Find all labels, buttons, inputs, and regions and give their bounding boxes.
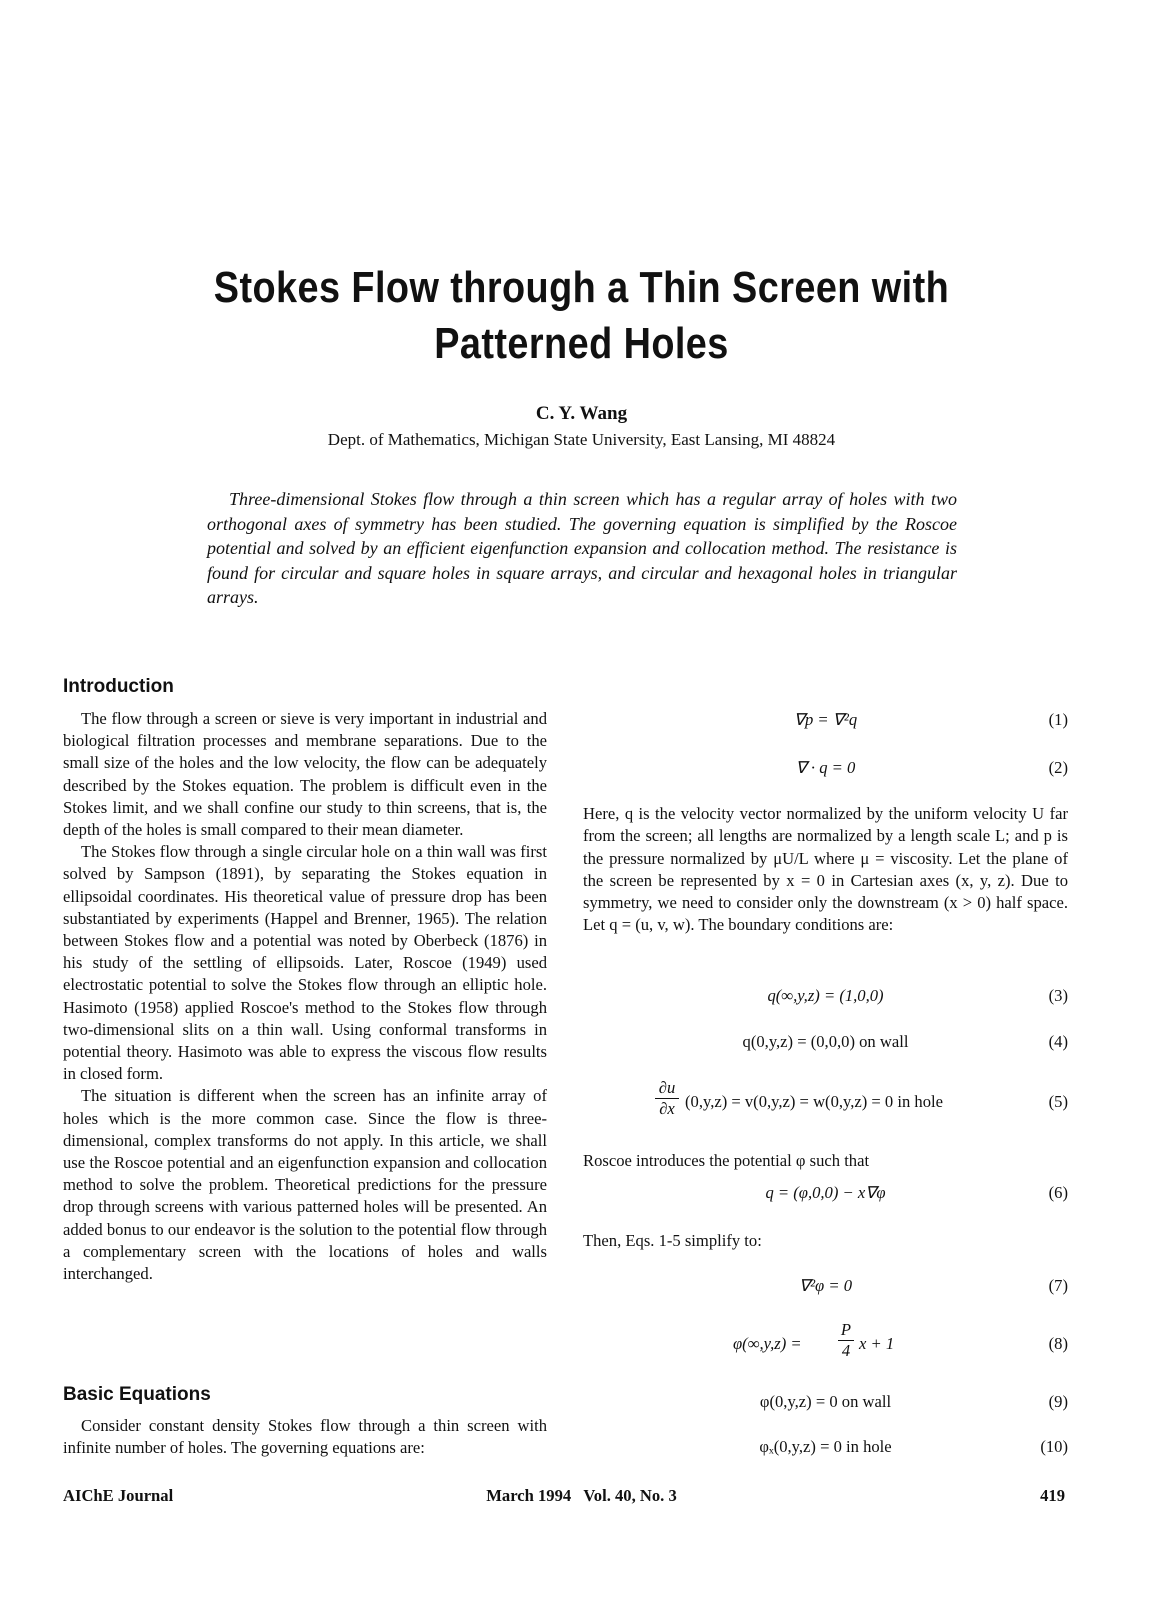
equation-expression: (0,y,z) = v(0,y,z) = w(0,y,z) = 0 in hole bbox=[685, 1092, 944, 1111]
equation-number: (5) bbox=[1048, 1092, 1068, 1111]
equation-expression: ∇p = ∇²q bbox=[793, 710, 858, 729]
section-heading-introduction: Introduction bbox=[63, 676, 174, 697]
equation-8 bbox=[583, 1320, 1068, 1366]
equation-number: (10) bbox=[1040, 1437, 1068, 1456]
equation-3 bbox=[583, 986, 1068, 1012]
equation-fraction bbox=[655, 1078, 679, 1119]
paragraph: The Stokes flow through a single circular hole on a thin wall was first solved by Sampson (1891), by separating the Stokes equation in ellipsoidal coordinates. His theoretical value of pressure drop has been substantiated by experiments (Happel and Brenner, 1965). The relation between Stokes flow and a potential was noted by Oberbeck (1876) in his study of the settling of ellipsoids. Later, Roscoe (1949) used electrostatic potential to solve the Stokes flow through an elliptic hole. Hasimoto (1958) applied Roscoe's method to the Stokes flow through two-dimensional slits on a thin wall. Using conformal transforms in potential theory. Hasimoto was able to express the viscous flow results in closed form. bbox=[63, 842, 547, 1084]
author-name: C. Y. Wang bbox=[535, 403, 628, 424]
equation-number: (1) bbox=[1048, 710, 1068, 729]
equation-expression: q = (φ,0,0) − x∇φ bbox=[765, 1183, 886, 1202]
footer-page-number: 419 bbox=[1040, 1486, 1065, 1505]
equation-number: (9) bbox=[1048, 1392, 1068, 1411]
abstract: Three-dimensional Stokes flow through a thin screen which has a regular array of holes with two orthogonal axes of symmetry has been studied. The governing equation is simplified by the Roscoe potential and solved by an efficient eigenfunction expansion and collocation method. The resistance is found for circular and square holes in square arrays, and circular and hexagonal holes in triangular arrays. bbox=[207, 489, 957, 607]
equation-expression: q(∞,y,z) = (1,0,0) bbox=[767, 986, 884, 1005]
equation-1 bbox=[583, 710, 1068, 736]
footer-issue: March 1994 Vol. 40, No. 3 bbox=[486, 1486, 677, 1505]
author-affiliation: Dept. of Mathematics, Michigan State University, East Lansing, MI 48824 bbox=[327, 430, 836, 449]
equation-7 bbox=[583, 1276, 1068, 1302]
equation-9 bbox=[583, 1392, 1068, 1418]
paragraph: The flow through a screen or sieve is very important in industrial and biological filtration processes and membrane separations. Due to the small size of the holes and the low velocity, the flow can be adequately described by the Stokes equation. The problem is difficult even in the Stokes limit, and we shall confine our study to thin screens, that is, the depth of the holes is small compared to their mean diameter. bbox=[63, 709, 547, 840]
equation-fraction bbox=[838, 1320, 854, 1361]
paragraph: Roscoe introduces the potential φ such that bbox=[583, 1151, 870, 1170]
paragraph: Then, Eqs. 1-5 simplify to: bbox=[583, 1231, 762, 1250]
equation-4 bbox=[583, 1032, 1068, 1058]
footer-journal: AIChE Journal bbox=[63, 1486, 174, 1505]
equation-2 bbox=[583, 758, 1068, 784]
fraction-denominator: ∂x bbox=[659, 1099, 675, 1118]
equation-number: (2) bbox=[1048, 758, 1068, 777]
equation-expression: q(0,y,z) = (0,0,0) on wall bbox=[742, 1032, 909, 1051]
equation-5 bbox=[583, 1078, 1068, 1124]
equation-number: (6) bbox=[1048, 1183, 1068, 1202]
fraction-numerator: P bbox=[838, 1320, 854, 1341]
section-heading-basic-equations: Basic Equations bbox=[63, 1384, 211, 1405]
basic-equations-body bbox=[63, 1415, 547, 1459]
equation-number: (8) bbox=[1048, 1334, 1068, 1353]
introduction-body bbox=[63, 708, 547, 1285]
equation-6 bbox=[583, 1183, 1068, 1209]
paragraph: The situation is different when the screen has an infinite array of holes which is the more common case. Since the flow is three-dimensional, complex transforms do not apply. In this article, we shall use the Roscoe potential and an eigenfunction expansion and collocation method to solve the problem. Theoretical predictions for the pressure drop through screens with various patterned holes will be presented. An added bonus to our endeavor is the solution to the potential flow through a complementary screen with the locations of holes and walls interchanged. bbox=[63, 1086, 547, 1284]
equation-expression: φ(0,y,z) = 0 on wall bbox=[759, 1392, 892, 1411]
paragraph: Here, q is the velocity vector normalized by the uniform velocity U far from the screen; all lengths are normalized by a length scale L; and p is the pressure normalized by μU/L where μ = viscosity. Let the plane of the screen be represented by x = 0 in Cartesian axes (x, y, z). Due to symmetry, we need to consider only the downstream (x > 0) half space. Let q = (u, v, w). The boundary conditions are: bbox=[583, 804, 1068, 935]
equation-expression: φ(∞,y,z) = bbox=[733, 1334, 802, 1353]
equation-number: (3) bbox=[1048, 986, 1068, 1005]
paper-title: Stokes Flow through a Thin Screen with Patterned Holes bbox=[213, 263, 950, 368]
equation-number: (7) bbox=[1048, 1276, 1068, 1295]
equation-expression: ∇²φ = 0 bbox=[798, 1276, 853, 1295]
equation-number: (4) bbox=[1048, 1032, 1068, 1051]
equation-expression: φₓ(0,y,z) = 0 in hole bbox=[759, 1437, 892, 1456]
fraction-numerator: ∂u bbox=[655, 1078, 679, 1099]
equation-10 bbox=[583, 1437, 1068, 1463]
fraction-denominator: 4 bbox=[841, 1341, 851, 1360]
paragraph: Consider constant density Stokes flow through a thin screen with infinite number of holes. The governing equations are: bbox=[63, 1416, 547, 1458]
equation-expression: ∇ · q = 0 bbox=[795, 758, 856, 777]
equation-expression: x + 1 bbox=[859, 1334, 895, 1353]
